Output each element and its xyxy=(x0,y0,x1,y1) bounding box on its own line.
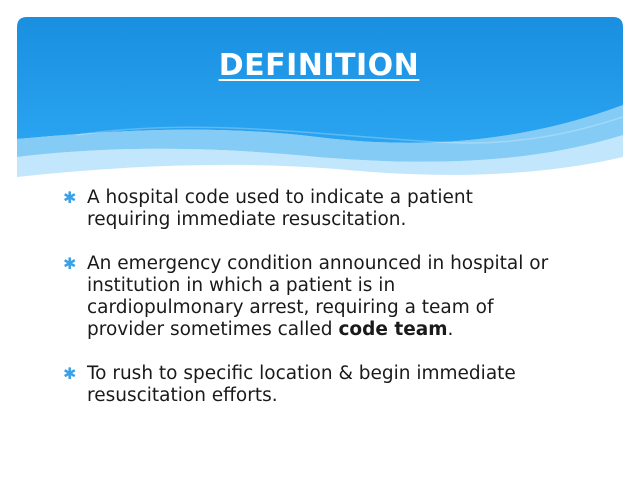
asterisk-icon: ✱ xyxy=(63,364,77,383)
bullet-text-bold-term: code team xyxy=(338,319,448,340)
bullet-text: institution in which a patient is in xyxy=(87,275,396,296)
bullet-text-last-line xyxy=(87,319,603,341)
bullet-text: An emergency condition announced in hospital or xyxy=(87,253,549,274)
bullet-text: cardiopulmonary arrest, requiring a team of xyxy=(87,297,494,318)
bullet-text: resuscitation efforts. xyxy=(87,385,278,406)
slide-title: DEFINITION xyxy=(218,48,420,83)
bullet-text: A hospital code used to indicate a patient xyxy=(87,187,473,208)
bullet-item xyxy=(63,253,603,341)
bullet-item xyxy=(63,363,603,407)
bullet-text-suffix: . xyxy=(447,319,454,340)
asterisk-icon: ✱ xyxy=(63,188,77,207)
bullet-item xyxy=(63,187,603,231)
bullet-text-prefix: provider sometimes called xyxy=(87,319,339,340)
bullet-text: To rush to specific location & begin immediate xyxy=(87,363,516,384)
bullet-text: requiring immediate resuscitation. xyxy=(87,209,407,230)
asterisk-icon: ✱ xyxy=(63,254,77,273)
bullet-list xyxy=(63,187,603,429)
header-band xyxy=(17,17,623,187)
